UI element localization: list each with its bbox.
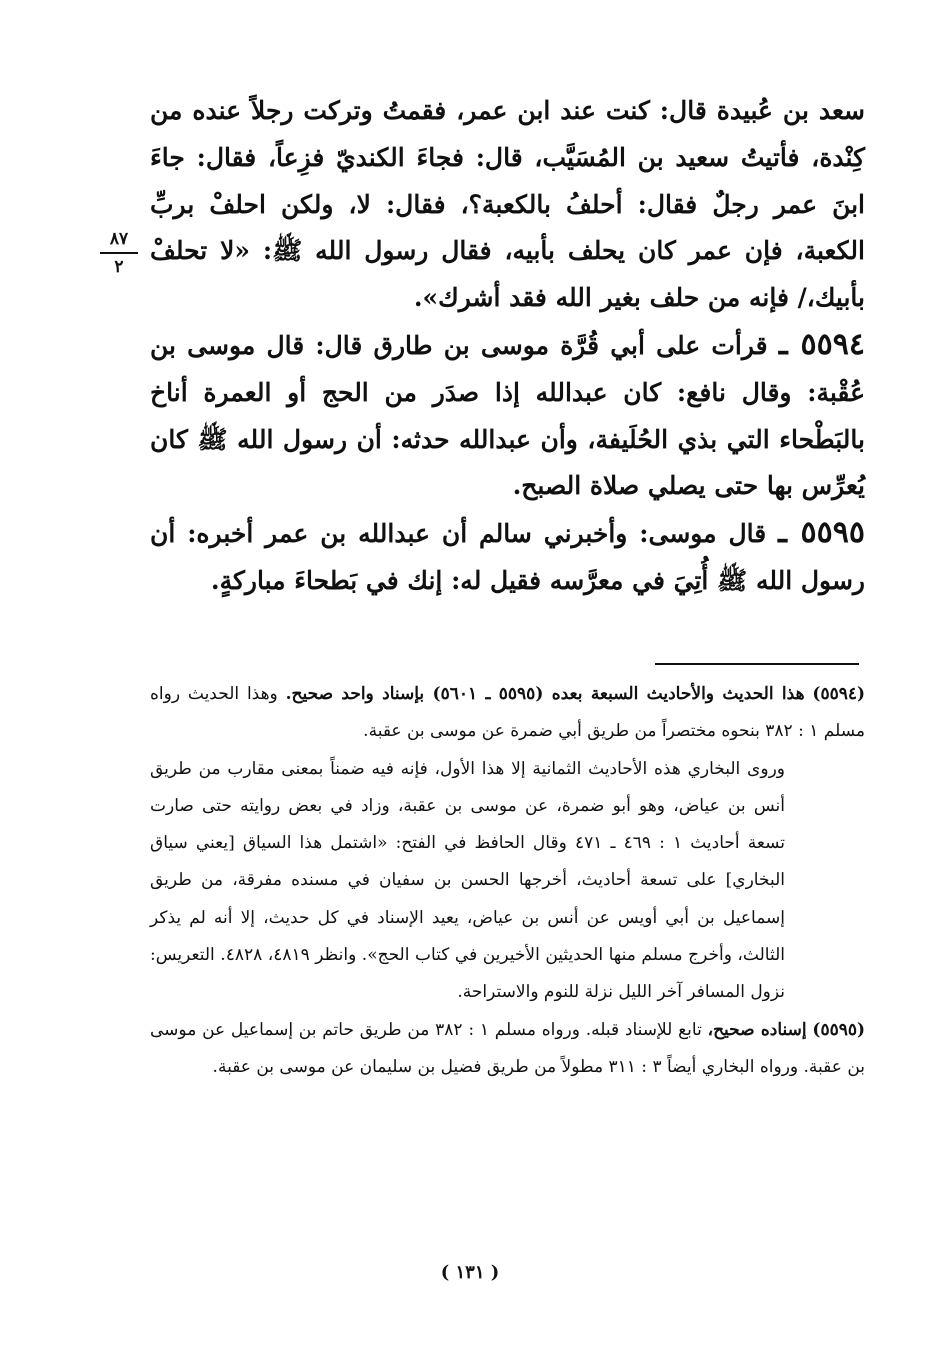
footnotes <box>150 676 865 1086</box>
footnote-text: وهذا الحديث رواه مسلم ١ : ٣٨٢ بنحوه مختصراً من طريق أبي ضمرة عن موسى بن عقبة. <box>150 684 865 742</box>
footnote-5595 <box>150 1012 865 1087</box>
footnote-text: تابع للإسناد قبله. ورواه مسلم ١ : ٣٨٢ من طريق حاتم بن إسماعيل عن موسى بن عقبة. ورواه البخاري أيضاً ٣ : ٣١١ مطولاً من طريق فضيل بن سليمان عن موسى بن عقبة. <box>150 1019 865 1077</box>
margin-ref-bottom: ٢ <box>114 257 124 277</box>
hadith-5595 <box>150 510 865 605</box>
hadith-text: قال موسى: وأخبرني سالم أن عبدالله بن عمر أخبره: أن رسول الله ﷺ أُتِيَ في معرَّسه فقيل له: إنك في بَطحاءَ مباركةٍ. <box>150 519 865 595</box>
margin-page-reference <box>98 228 140 278</box>
hadith-number: ٥٥٩٤ ـ <box>778 326 865 362</box>
footnote-ref: (٥٥٩٥) <box>812 1019 866 1040</box>
footnote-bold: هذا الحديث والأحاديث السبعة بعده (٥٥٩٥ ـ ٥٦٠١) بإسناد واحد صحيح. <box>285 684 805 704</box>
footnote-separator <box>655 663 859 665</box>
paragraph-continuation: سعد بن عُبيدة قال: كنت عند ابن عمر، فقمتُ وتركت رجلاً عنده من كِنْدة، فأتيتُ سعيد بن المُسَيَّب، قال: فجاءَ الكنديّ فزِعاً، فقال: جاءَ ابنَ عمر رجلٌ فقال: أحلفُ بالكعبة؟، فقال: لا، ولكن احلفْ بربِّ الكعبة، فإن عمر كان يحلف بأبيه، فقال رسول الله ﷺ: «لا تحلفْ بأبيك،/ فإنه من حلف بغير الله فقد أشرك». <box>150 96 865 313</box>
main-text <box>150 88 865 605</box>
footnote-5594 <box>150 676 865 751</box>
page-number: ( ١٣١ ) <box>440 1262 500 1283</box>
margin-ref-top: ٨٧ <box>109 229 129 249</box>
margin-ref-divider <box>100 252 138 254</box>
footnote-5594-continued: وروى البخاري هذه الأحاديث الثمانية إلا هذا الأول، فإنه فيه ضمناً بمعنى مقارب من طريق أنس بن عياض، وهو أبو ضمرة، عن موسى بن عقبة، وزاد في بعض روايته حتى صارت تسعة أحاديث ١ : ٤٦٩ ـ ٤٧١ وقال الحافظ في الفتح: «اشتمل هذا السياق [يعني سياق البخاري] على تسعة أحاديث، أخرجها الحسن بن سفيان في مسنده مفرقة، من طريق إسماعيل بن أبي أويس عن أنس بن عياض، يعيد الإسناد في كل حديث، إلا أنه لم يذكر الثالث، وأخرج مسلم منها الحديثين الأخيرين في كتاب الحج». وانظر ٤٨١٩، ٤٨٢٨. التعريس: نزول المسافر آخر الليل نزلة للنوم والاستراحة. <box>150 758 786 1003</box>
hadith-number: ٥٥٩٥ ـ <box>778 515 865 551</box>
footnote-ref: (٥٥٩٤) <box>812 684 866 704</box>
hadith-5594 <box>150 322 865 510</box>
hadith-text: قرأت على أبي قُرَّة موسى بن طارق قال: قال موسى بن عُقْبة: وقال نافع: كان عبدالله إذا صدَر من الحج أو العمرة أناخ بالبَطْحاء التي بذي الحُلَيفة، وأن عبدالله حدثه: أن رسول الله ﷺ كان يُعرِّس بها حتى يصلي صلاة الصبح. <box>150 330 865 501</box>
footnote-bold: إسناده صحيح، <box>707 1019 807 1040</box>
